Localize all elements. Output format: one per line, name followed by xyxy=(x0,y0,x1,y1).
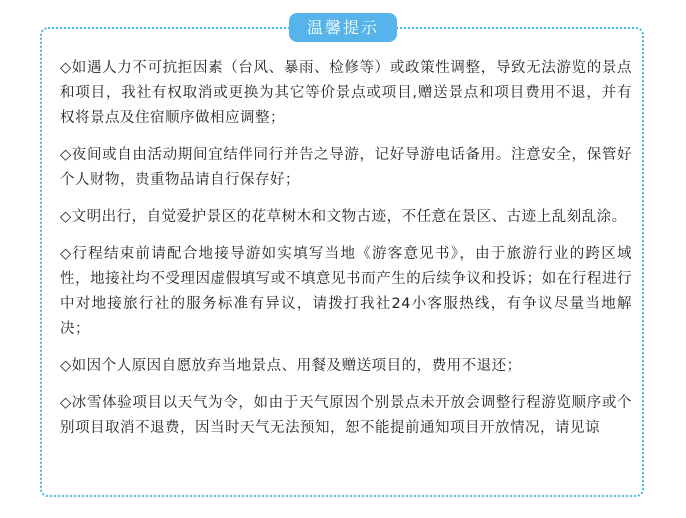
notice-paragraph-civilized-travel: ◇文明出行，自觉爱护景区的花草树木和文物古迹，不任意在景区、古迹上乱刻乱涂。 xyxy=(60,209,627,225)
notice-paragraph-feedback-form: ◇行程结束前请配合地接导游如实填写当地《游客意见书》，由于旅游行业的跨区域性，地接社均不受理因虚假填写或不填意见书而产生的后续争议和投诉；如在行程进行中对地接旅行社的服务标准有异议，请拨打我社24小客服热线，有争议尽量当地解决； xyxy=(60,246,632,337)
notice-paragraph-night-safety: ◇夜间或自由活动期间宜结伴同行并告之导游，记好导游电话备用。注意安全，保管好个人财物，贵重物品请自行保存好； xyxy=(60,147,632,188)
notice-title: 温馨提示 xyxy=(289,13,397,42)
notice-paragraph-weather: ◇冰雪体验项目以天气为令，如由于天气原因个别景点未开放会调整行程游览顺序或个别项目取消不退费，因当时天气无法预知，恕不能提前通知项目开放情况，请见谅 xyxy=(60,395,632,436)
notice-content xyxy=(60,56,632,453)
notice-paragraph-force-majeure: ◇如遇人力不可抗拒因素（台风、暴雨、检修等）或政策性调整，导致无法游览的景点和项目，我社有权取消或更换为其它等价景点或项目,赠送景点和项目费用不退，并有权将景点及住宿顺序做相应调整； xyxy=(60,60,632,126)
notice-paragraph-no-refund: ◇如因个人原因自愿放弃当地景点、用餐及赠送项目的，费用不退还； xyxy=(60,358,522,374)
